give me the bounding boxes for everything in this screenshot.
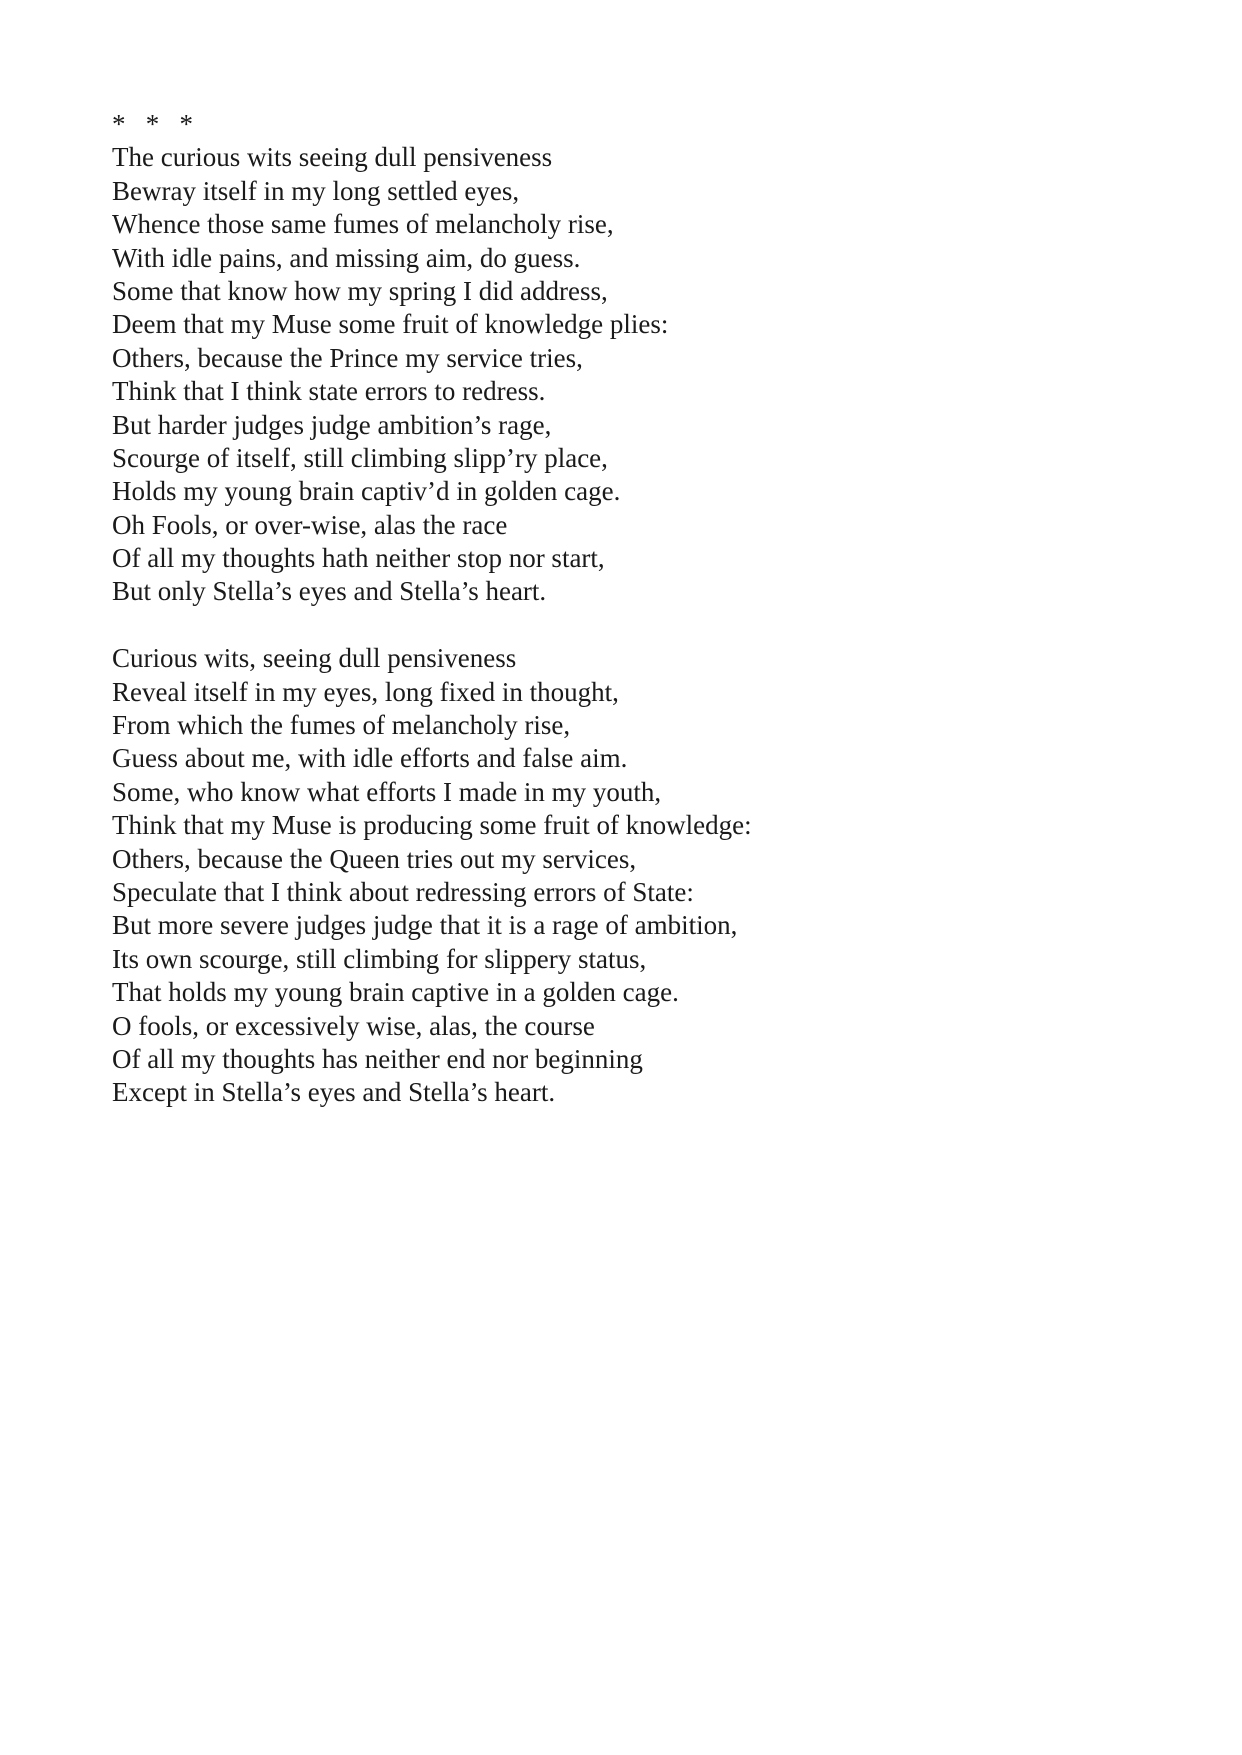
poem-line: From which the fumes of melancholy rise, [112,710,571,741]
poem-line: Except in Stella’s eyes and Stella’s heart. [112,1077,556,1108]
poem-line: Scourge of itself, still climbing slipp’ry place, [112,442,608,473]
poem-line: Some that know how my spring I did address, [112,275,608,306]
poem-line: Holds my young brain captiv’d in golden cage. [112,476,621,507]
poem-line: Others, because the Queen tries out my services, [112,843,637,874]
modern-stanza [112,642,1112,1109]
poem-line: Reveal itself in my eyes, long fixed in thought, [112,676,619,707]
poem-line: Think that my Muse is producing some fruit of knowledge: [112,810,752,841]
poem-line: Curious wits, seeing dull pensiveness [112,643,517,674]
poem-line: Whence those same fumes of melancholy rise, [112,209,614,240]
poem-line: Its own scourge, still climbing for slippery status, [112,943,647,974]
poem-line: But harder judges judge ambition’s rage, [112,409,552,440]
poem-line: With idle pains, and missing aim, do guess. [112,242,581,273]
stanza-gap [112,609,1112,642]
original-stanza [112,141,1112,608]
poem-line: Speculate that I think about redressing errors of State: [112,876,694,907]
poem-line: Of all my thoughts hath neither stop nor start, [112,543,605,574]
poem-line: Of all my thoughts has neither end nor beginning [112,1043,643,1074]
poem-content [112,108,1112,1110]
poem-line: Some, who know what efforts I made in my youth, [112,776,662,807]
poem-line: The curious wits seeing dull pensiveness [112,142,553,173]
poem-line: Guess about me, with idle efforts and false aim. [112,743,628,774]
poem-line: Bewray itself in my long settled eyes, [112,175,520,206]
poem-line: But more severe judges judge that it is a rage of ambition, [112,910,738,941]
poem-line: Others, because the Prince my service tries, [112,342,583,373]
poem-line: Think that I think state errors to redress. [112,376,546,407]
section-separator: * * * [112,109,193,139]
poem-line: That holds my young brain captive in a golden cage. [112,977,679,1008]
poem-line: But only Stella’s eyes and Stella’s heart. [112,576,547,607]
poem-line: Deem that my Muse some fruit of knowledge plies: [112,309,669,340]
poem-line: O fools, or excessively wise, alas, the course [112,1010,595,1041]
poem-line: Oh Fools, or over-wise, alas the race [112,509,508,540]
